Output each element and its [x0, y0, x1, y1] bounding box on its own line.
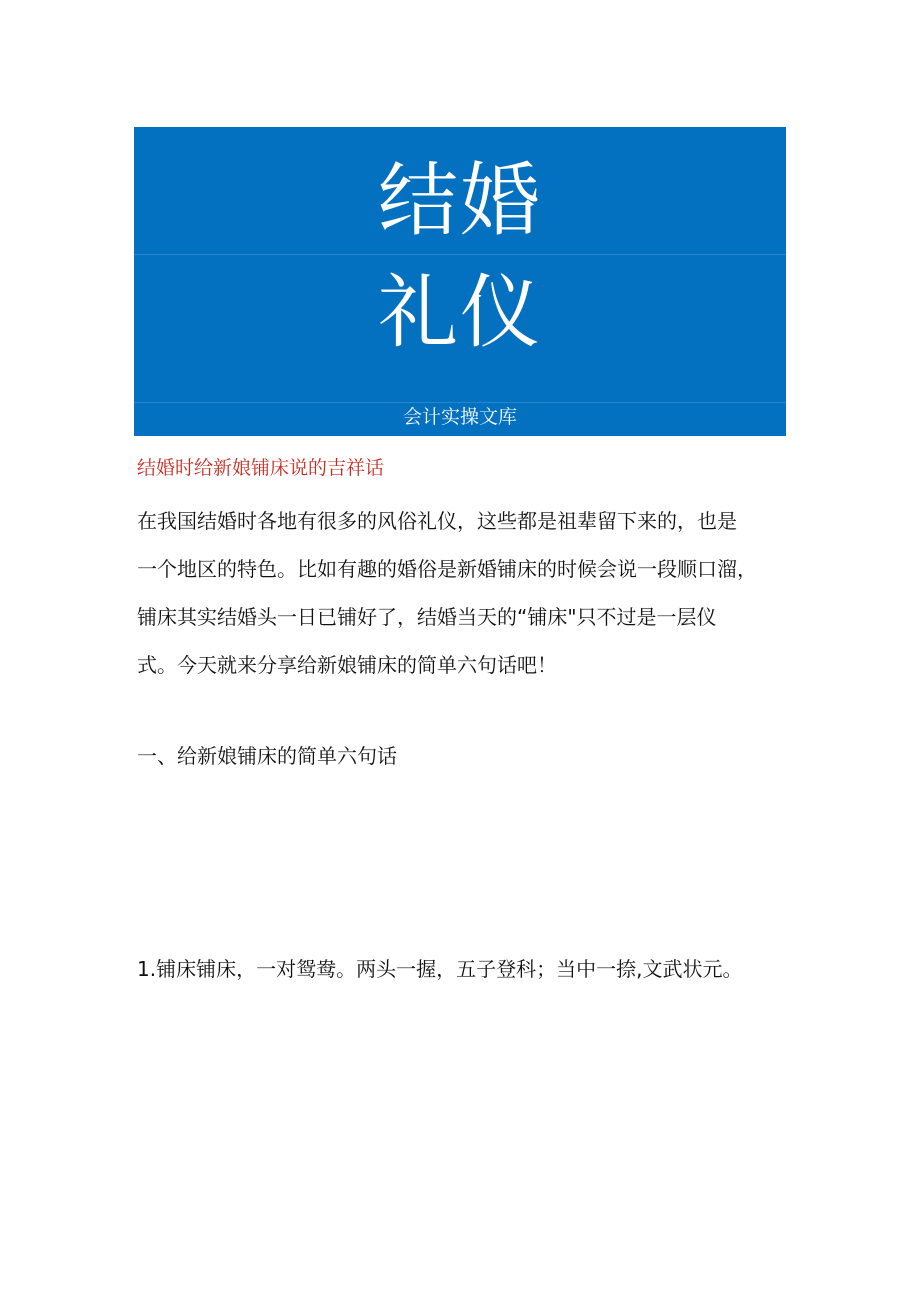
intro-paragraph	[137, 497, 797, 689]
section-title: 一、给新娘铺床的简单六句话	[137, 744, 397, 768]
cover-title-line-2: 礼仪	[378, 266, 542, 359]
cover-title-line-1: 结婚	[378, 154, 542, 247]
intro-line: 在我国结婚时各地有很多的风俗礼仪，这些都是祖辈留下来的，也是	[137, 509, 737, 533]
cover-divider-1	[134, 254, 786, 255]
intro-line: 铺床其实结婚头一日已铺好了，结婚当天的“铺床"只不过是一层仪	[137, 605, 717, 629]
list-item: 1.铺床铺床，一对鸳鸯。两头一握，五子登科；当中一捺,文武状元。	[137, 957, 743, 981]
cover-banner	[134, 127, 786, 436]
intro-line: 一个地区的特色。比如有趣的婚俗是新婚铺床的时候会说一段顺口溜，	[137, 557, 757, 581]
article-heading: 结婚时给新娘铺床说的吉祥话	[137, 457, 385, 479]
intro-line: 式。今天就来分享给新娘铺床的简单六句话吧！	[137, 653, 557, 677]
cover-subtitle: 会计实操文库	[402, 406, 517, 428]
